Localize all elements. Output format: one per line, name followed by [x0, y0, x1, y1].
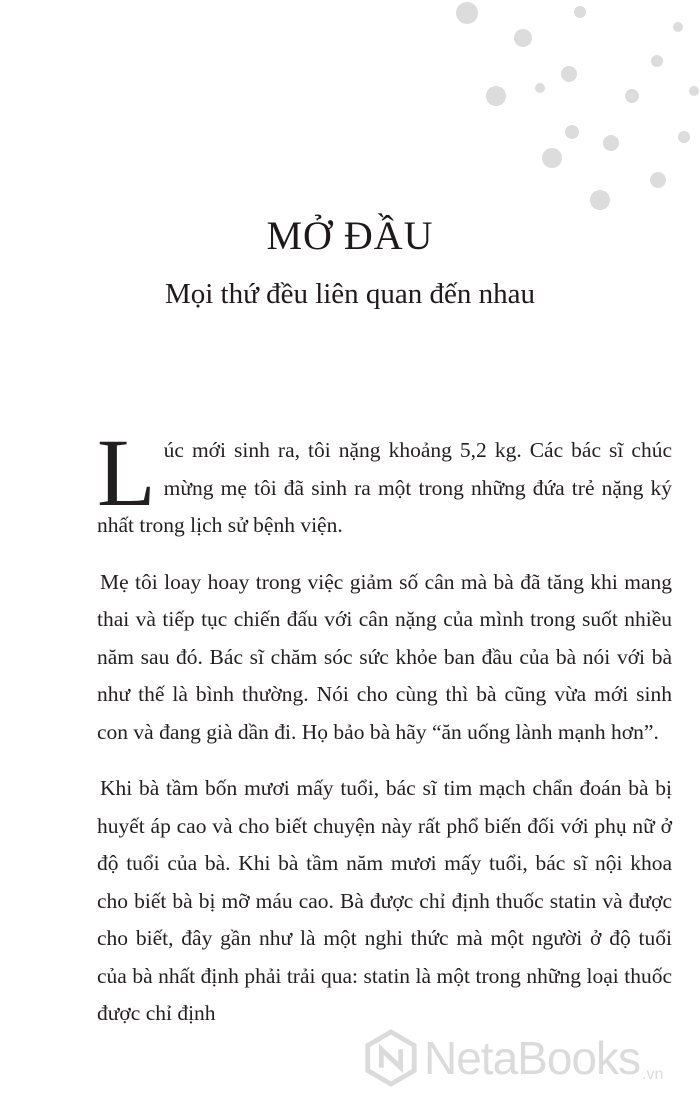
watermark-suffix: .vn [642, 1066, 664, 1083]
chapter-subtitle: Mọi thứ đều liên quan đến nhau [164, 278, 536, 310]
body-text [97, 419, 672, 1052]
chapter-title: MỞ ĐẦU [266, 213, 434, 258]
netabooks-watermark [362, 1018, 692, 1098]
watermark-brand: NetaBooks [424, 1032, 641, 1084]
paragraph-1-text: úc mới sinh ra, tôi nặng khoảng 5,2 kg. Các bác sĩ chúc mừng mẹ tôi đã sinh ra một trong những đứa trẻ nặng ký nhất trong lịch sử bệnh viện. [97, 438, 672, 537]
paragraph-2: Mẹ tôi loay hoay trong việc giảm số cân mà bà đã tăng khi mang thai và tiếp tục chiến đấu với cân nặng của mình trong suốt nhiều năm sau đó. Bác sĩ chăm sóc sức khỏe ban đầu của bà nói với bà như thế là bình thường. Nói cho cùng thì bà cũng vừa mới sinh con và đang già dần đi. Họ bảo bà hãy “ăn uống lành mạnh hơn”. [97, 569, 672, 744]
drop-cap: L [97, 419, 156, 526]
netabooks-logo-icon [362, 1029, 420, 1087]
paragraph-1 [97, 419, 672, 545]
paragraph-3: Khi bà tầm bốn mươi mấy tuổi, bác sĩ tim mạch chẩn đoán bà bị huyết áp cao và cho biết chuyện này rất phổ biến đối với phụ nữ ở độ tuổi của bà. Khi bà tầm năm mươi mấy tuổi, bác sĩ nội khoa cho biết bà bị mỡ máu cao. Bà được chỉ định thuốc statin và được cho biết, đây gần như là một nghi thức mà một người ở độ tuổi của bà nhất định phải trải qua: statin là một trong những loại thuốc được chỉ định [97, 776, 672, 1025]
